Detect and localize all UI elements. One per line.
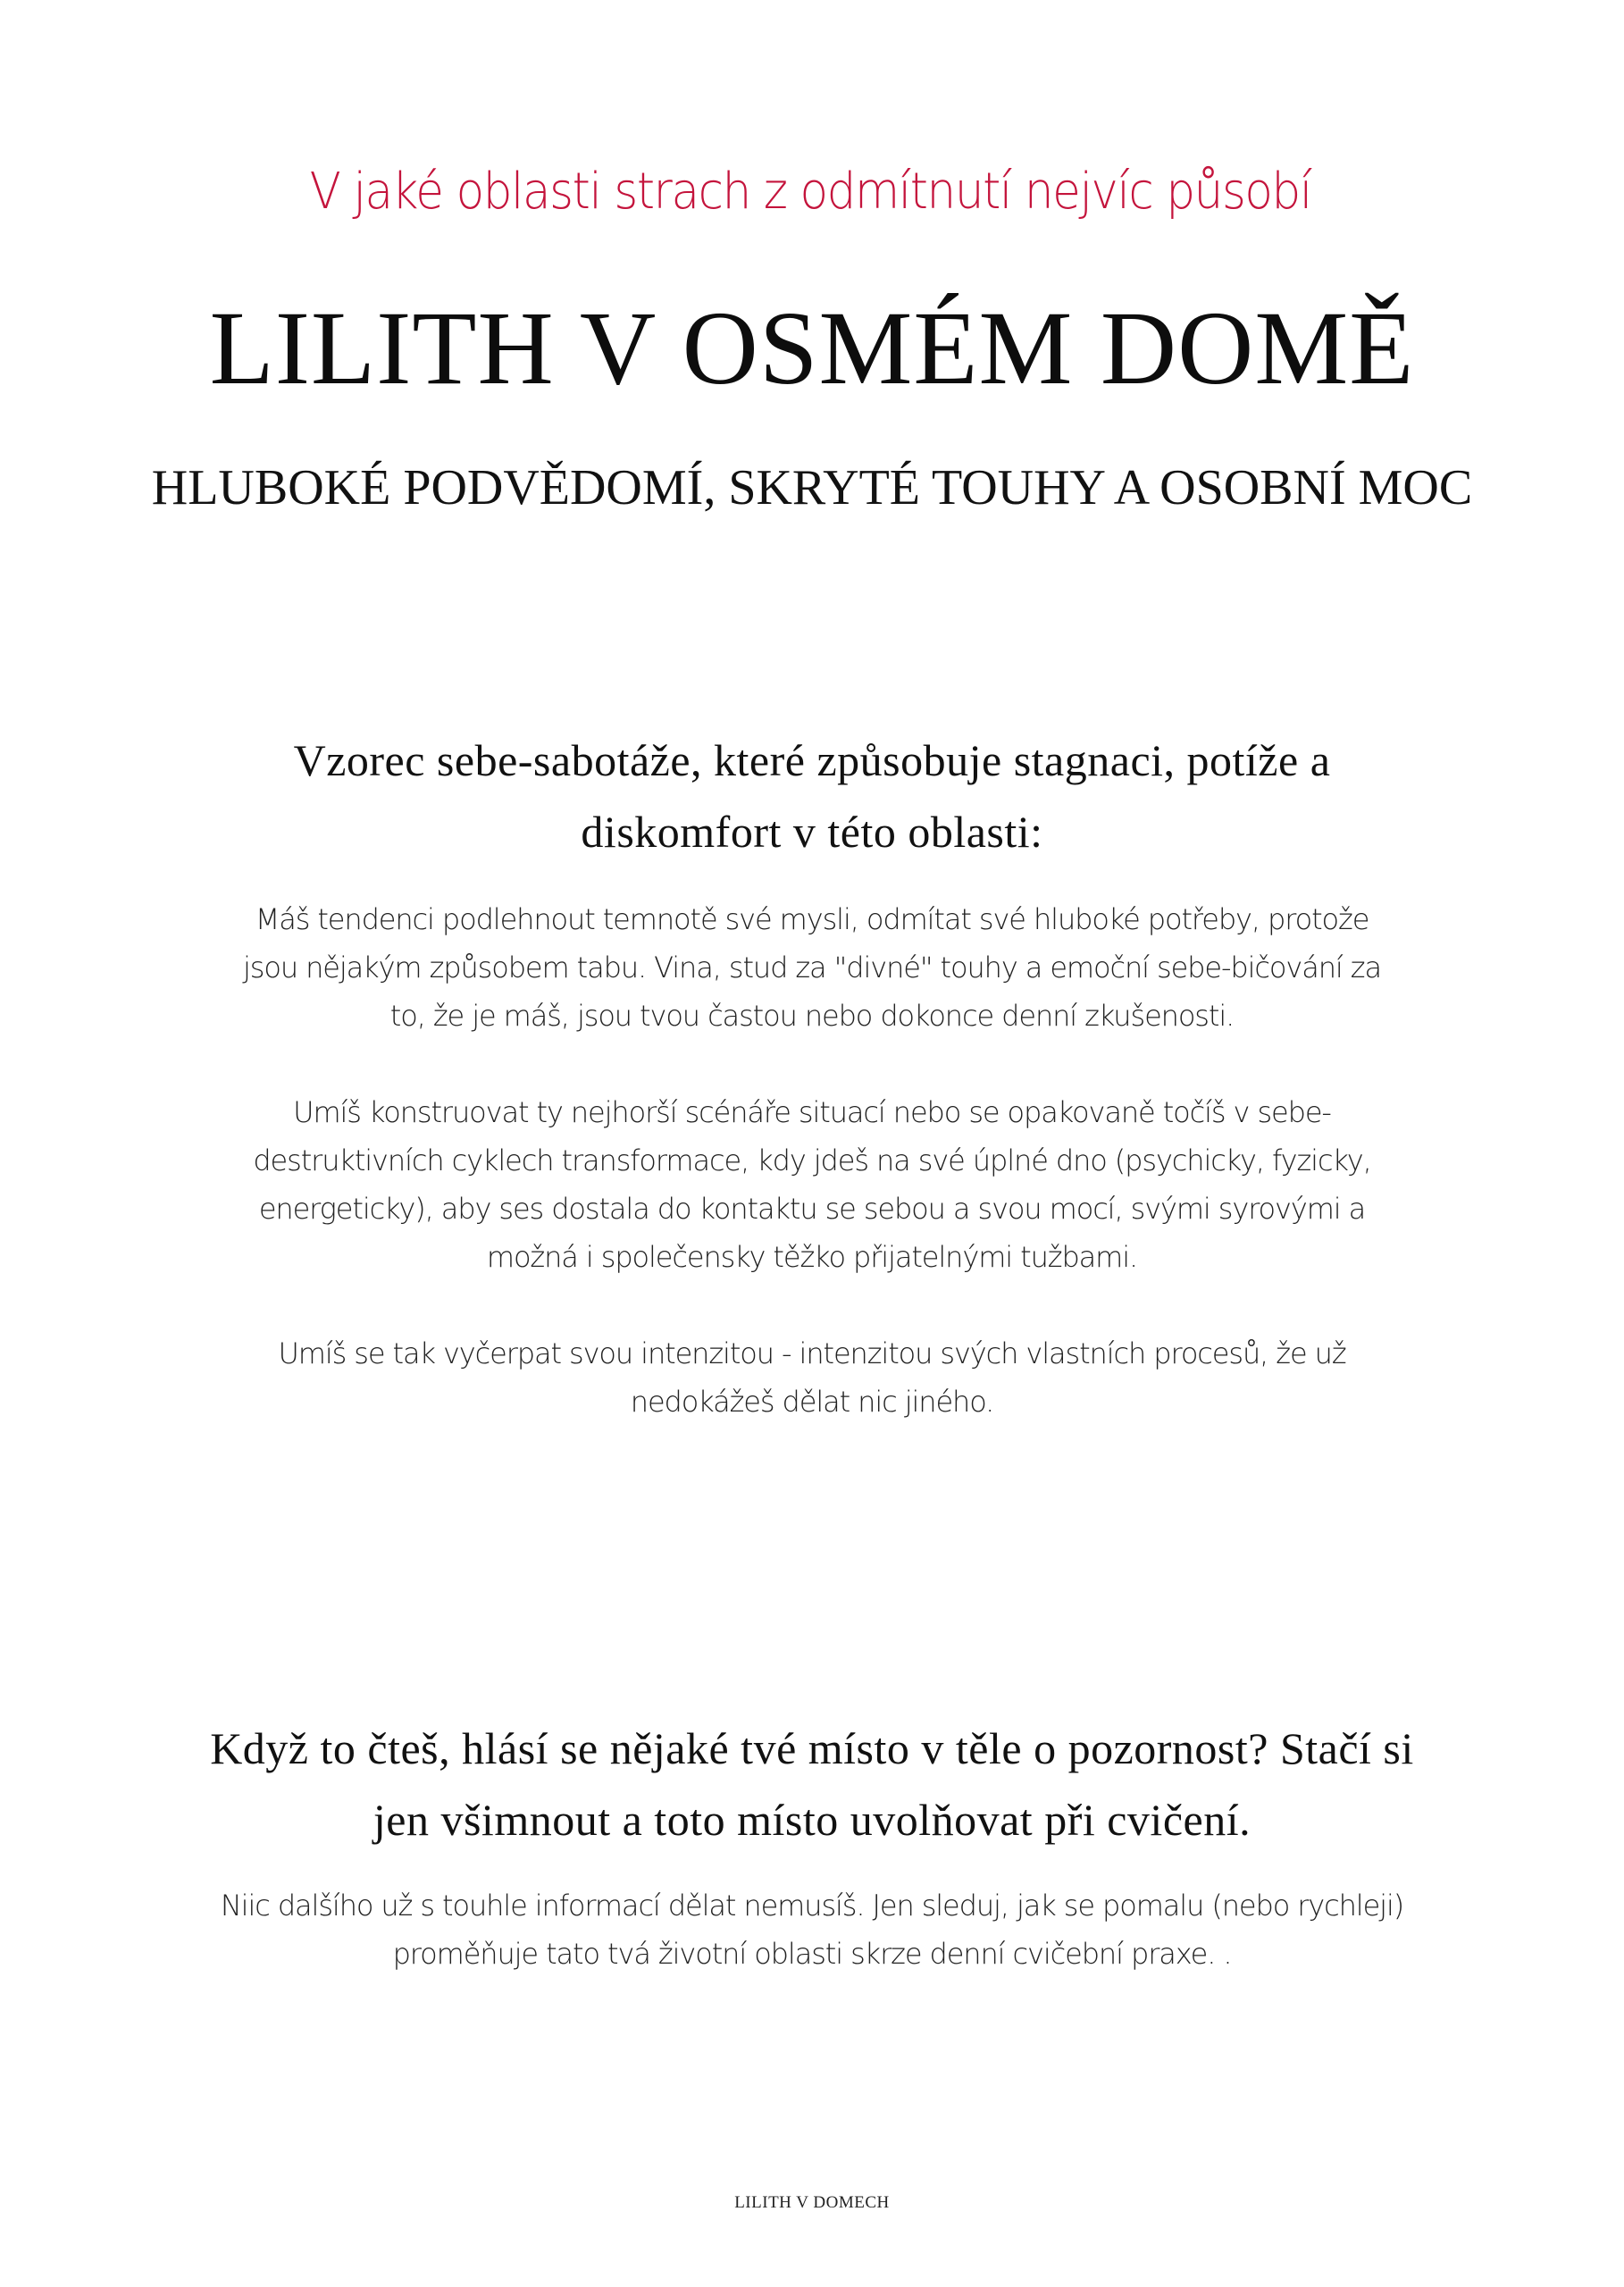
paragraph-line: to, že je máš, jsou tvou častou nebo dokonce denní zkušenosti. <box>389 999 1235 1033</box>
paragraph-line: možná i společensky těžko přijatelnými tužbami. <box>486 1240 1138 1274</box>
paragraph-line: proměňuje tato tvá životní oblasti skrze denní cvičební praxe. . <box>392 1937 1232 1971</box>
page-subtitle: HLUBOKÉ PODVĚDOMÍ, SKRYTÉ TOUHY A OSOBNÍ MOC <box>151 460 1473 515</box>
paragraph-line: destruktivních cyklech transformace, kdy jdeš na své úplné dno (psychicky, fyzicky, <box>253 1144 1371 1177</box>
section-heading-line: Vzorec sebe-sabotáže, které způsobuje stagnaci, potíže a <box>293 735 1331 785</box>
kicker-heading: V jaké oblasti strach z odmítnutí nejvíc působí <box>309 163 1311 221</box>
page-title: LILITH V OSMÉM DOMĚ <box>209 289 1415 406</box>
section-heading-line: diskomfort v této oblasti: <box>581 807 1043 857</box>
paragraph-line: energeticky), aby ses dostala do kontaktu se sebou a svou mocí, svými syrovými a <box>258 1192 1366 1226</box>
paragraph-line: Umíš konstruovat ty nejhorší scénáře situací nebo se opakovaně točíš v sebe- <box>293 1095 1331 1129</box>
paragraph-line: nedokážeš dělat nic jiného. <box>630 1385 994 1419</box>
paragraph-line: jsou nějakým způsobem tabu. Vina, stud za "divné" touhy a emoční sebe-bičování za <box>243 951 1381 984</box>
section-heading-line: Když to čteš, hlásí se nějaké tvé místo v těle o pozornost? Stačí si <box>210 1723 1414 1773</box>
page-footer: LILITH V DOMECH <box>734 2193 890 2212</box>
paragraph-line: Máš tendenci podlehnout temnotě své mysli, odmítat své hluboké potřeby, protože <box>255 902 1369 936</box>
paragraph-line: Umíš se tak vyčerpat svou intenzitou - intenzitou svých vlastních procesů, že už <box>278 1336 1346 1370</box>
section-heading-line: jen všimnout a toto místo uvolňovat při cvičení. <box>373 1795 1251 1845</box>
paragraph-line: Niic dalšího už s touhle informací dělat nemusíš. Jen sleduj, jak se pomalu (nebo rychleji) <box>220 1889 1404 1923</box>
